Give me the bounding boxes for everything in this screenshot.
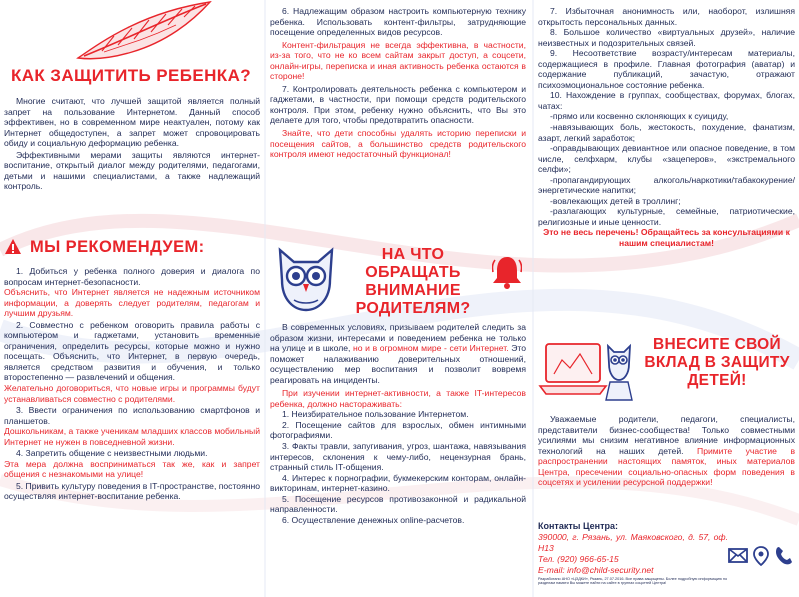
rec-1-red: Объяснить, что Интернет является не надежным источником информации, а доверять следует родителям, педагогам и лучшим друзьям. <box>4 287 260 319</box>
owl-icon <box>274 244 338 314</box>
feather-logo <box>74 0 214 62</box>
watch-3: 3. Факты травли, запугивания, угроз, шантажа, навязывания интересов, склонения к чему-либо, нецензурная брань, странный стиль IT-общения. <box>270 441 526 473</box>
bell-icon <box>492 254 522 290</box>
item-6: 6. Надлежащим образом настроить компьютерную технику ребенка. Использовать контент-фильтры, затрудняющие посещение определенных видов ресурсов. <box>270 6 526 38</box>
watch-7: 7. Избыточная анонимность или, наоборот, излишняя открытость персональных данных. <box>538 6 795 27</box>
appeal-paragraph: Уважаемые родители, педагоги, специалисты, представители бизнес-сообщества! Только совместными усилиями мы снизим негативное влияние информационных технологий на наших детей. Примите участие в распространении настоящих памяток, иных материалов Центра, пресечении социально-опасных форм поведения в соцсетях и усилении ресурсной поддержки! <box>538 414 796 488</box>
rec-3-red: Дошкольникам, а также ученикам младших классов мобильный Интернет не нужен в повседневной жизни. <box>4 426 260 447</box>
column-right <box>534 0 799 597</box>
attention-intro: В современных условиях, призываем родителей следить за образом жизни, интересами и поведением ребенка не только на улице и в школе, но и в огромном мире - сети Интернет. Это поможет налаживанию доверительных отношений, осуществлению мер воспитания и позволит вовремя реагировать на инциденты. <box>270 322 527 385</box>
column-left <box>0 0 262 597</box>
item-6-red: Контент-фильтрация не всегда эффективна, в частности, из-за того, что не ко всем сайтам закрыт доступ, а соцсети, онлайн-игры, переписка и иная активность ребенка остаются в стороне! <box>270 39 526 82</box>
column-middle <box>266 0 530 597</box>
watch-10: 10. Нахождение в группах, сообществах, форумах, блогах, чатах: <box>538 90 795 111</box>
item-7: 7. Контролировать деятельность ребенка с компьютером и гаджетами, в частности, при помощи средств родительского контроля. При этом, ребенку нужно объяснить, что Вы это делаете для того, чтобы предотвратить опасности. <box>270 83 526 126</box>
watch-1: 1. Неизбирательное пользование Интернетом. <box>282 409 469 420</box>
cta-heading: ВНЕСИТЕ СВОЙ ВКЛАД В ЗАЩИТУ ДЕТЕЙ! <box>644 336 790 389</box>
watch-9: 9. Несоответствие возрасту/интересам материалы, содержащиеся в профиле. Главная фотография (аватар) и содержание публикаций, зачастую, отражают психоэмоциональное состояние ребенка. <box>538 48 795 90</box>
sub-3: -оправдывающих девиантное или опасное поведение, в том числе, селфхарм, клубы «зацеперов», «экстремального селфи»; <box>538 143 795 175</box>
phone-icon[interactable] <box>775 546 793 566</box>
rec-1: 1. Добиться у ребенка полного доверия и диалога по вопросам интернет-безопасности. <box>4 266 260 287</box>
location-pin-icon[interactable] <box>753 546 769 566</box>
rec-4-red: Эта мера должна восприниматься так же, как и запрет общения с незнакомыми на улице! <box>4 458 260 480</box>
sub-1: -прямо или косвенно склоняющих к суициду, <box>550 111 729 122</box>
contacts-title: Контакты Центра: <box>538 521 618 531</box>
laptop-owl-icon <box>538 338 634 406</box>
sub-2: -навязывающих боль, жестокость, похудение, фанатизм, азарт, легкий заработок; <box>538 122 795 143</box>
page-title: КАК ЗАЩИТИТЬ РЕБЕНКА? <box>10 66 252 85</box>
rec-5: 5. Привить культуру поведения в IT-пространстве, постоянно осуществляя интернет-воспитание ребенка. <box>4 480 260 502</box>
contact-email[interactable]: E-mail: info@child-security.net <box>538 564 654 575</box>
watch-6: 6. Осуществление денежных online-расчетов. <box>282 514 465 525</box>
rec-3: 3. Ввести ограничения по использованию смартфонов и планшетов. <box>4 405 260 426</box>
intro-paragraph-2: Эффективными мерами защиты являются интернет-воспитание, открытый диалог между родителями, педагогами, детьми и нашими специалистами, а также надлежащий контроль. <box>4 149 260 192</box>
sub-5: -вовлекающих детей в троллинг; <box>550 195 681 206</box>
sub-6: -разлагающих культурные, семейные, патриотические, религиозные и иные ценности. <box>538 206 795 227</box>
footnote: Разработано АНО «ЦЗДКИ», Рязань, 27.07.2016. Все права защищены. Более подробную информацию по разделам памяти Вы можете найти на сайте в группах соцсетей Центра! <box>538 576 728 586</box>
recommend-heading: МЫ РЕКОМЕНДУЕМ: <box>30 238 205 256</box>
warning-note: Это не весь перечень! Обращайтесь за консультациями к нашим специалистам! <box>543 227 790 249</box>
watch-4: 4. Интерес к порнографии, букмекерским конторам, онлайн-викторинам, интернет-казино. <box>270 472 526 494</box>
intro-paragraph-1: Многие считают, что лучшей защитой является полный запрет на пользование Интернетом. Данный способ эффективен, но в современном мире неактуален, потому как Интернет общедоступен, а запрет может спровоцировать обиду и социальную деформацию ребенка. <box>4 96 260 149</box>
watch-5: 5. Посещение ресурсов противозаконной и радикальной направленности. <box>270 493 526 515</box>
item-7-red: Знайте, что дети способны удалять историю переписки и посещения сайтов, а большинство средств родительского контроля имеют недостаточный функционал! <box>270 128 526 160</box>
attention-study: При изучении интернет-активности, а также IT-интересов ребенка, должно настораживать: <box>270 388 526 409</box>
watch-8: 8. Большое количество «виртуальных друзей», наличие неизвестных и подозрительных связей. <box>538 27 795 48</box>
rec-4: 4. Запретить общение с неизвестными людьми. <box>16 448 208 459</box>
warning-triangle-icon <box>4 238 22 256</box>
contact-address: 390000, г. Рязань, ул. Маяковского, д. 57, оф. Н13 <box>538 531 728 553</box>
rec-2: 2. Совместно с ребенком оговорить правила работы с компьютером и гаджетами, установить временные ограничения, определить ресурсы, которые можно и нужно посещать. Объяснить, что Интернет, в первую очередь, является средством развития и обучения, и только второстепенно — развлечений и общения. <box>4 319 260 383</box>
mail-icon[interactable] <box>728 546 748 564</box>
watch-2: 2. Посещение сайтов для взрослых, обмен интимными фотографиями. <box>270 419 526 441</box>
rec-2-red: Желательно договориться, что новые игры и программы будут устанавливаться совместно с родителями. <box>4 383 260 404</box>
contact-icons <box>728 546 798 570</box>
contact-phone: Тел. (920) 966-65-15 <box>538 553 619 564</box>
attention-heading: НА ЧТО ОБРАЩАТЬ ВНИМАНИЕ РОДИТЕЛЯМ? <box>355 246 471 317</box>
sub-4: -пропагандирующих алкоголь/наркотики/табакокурение/энергетические напитки; <box>538 174 795 196</box>
